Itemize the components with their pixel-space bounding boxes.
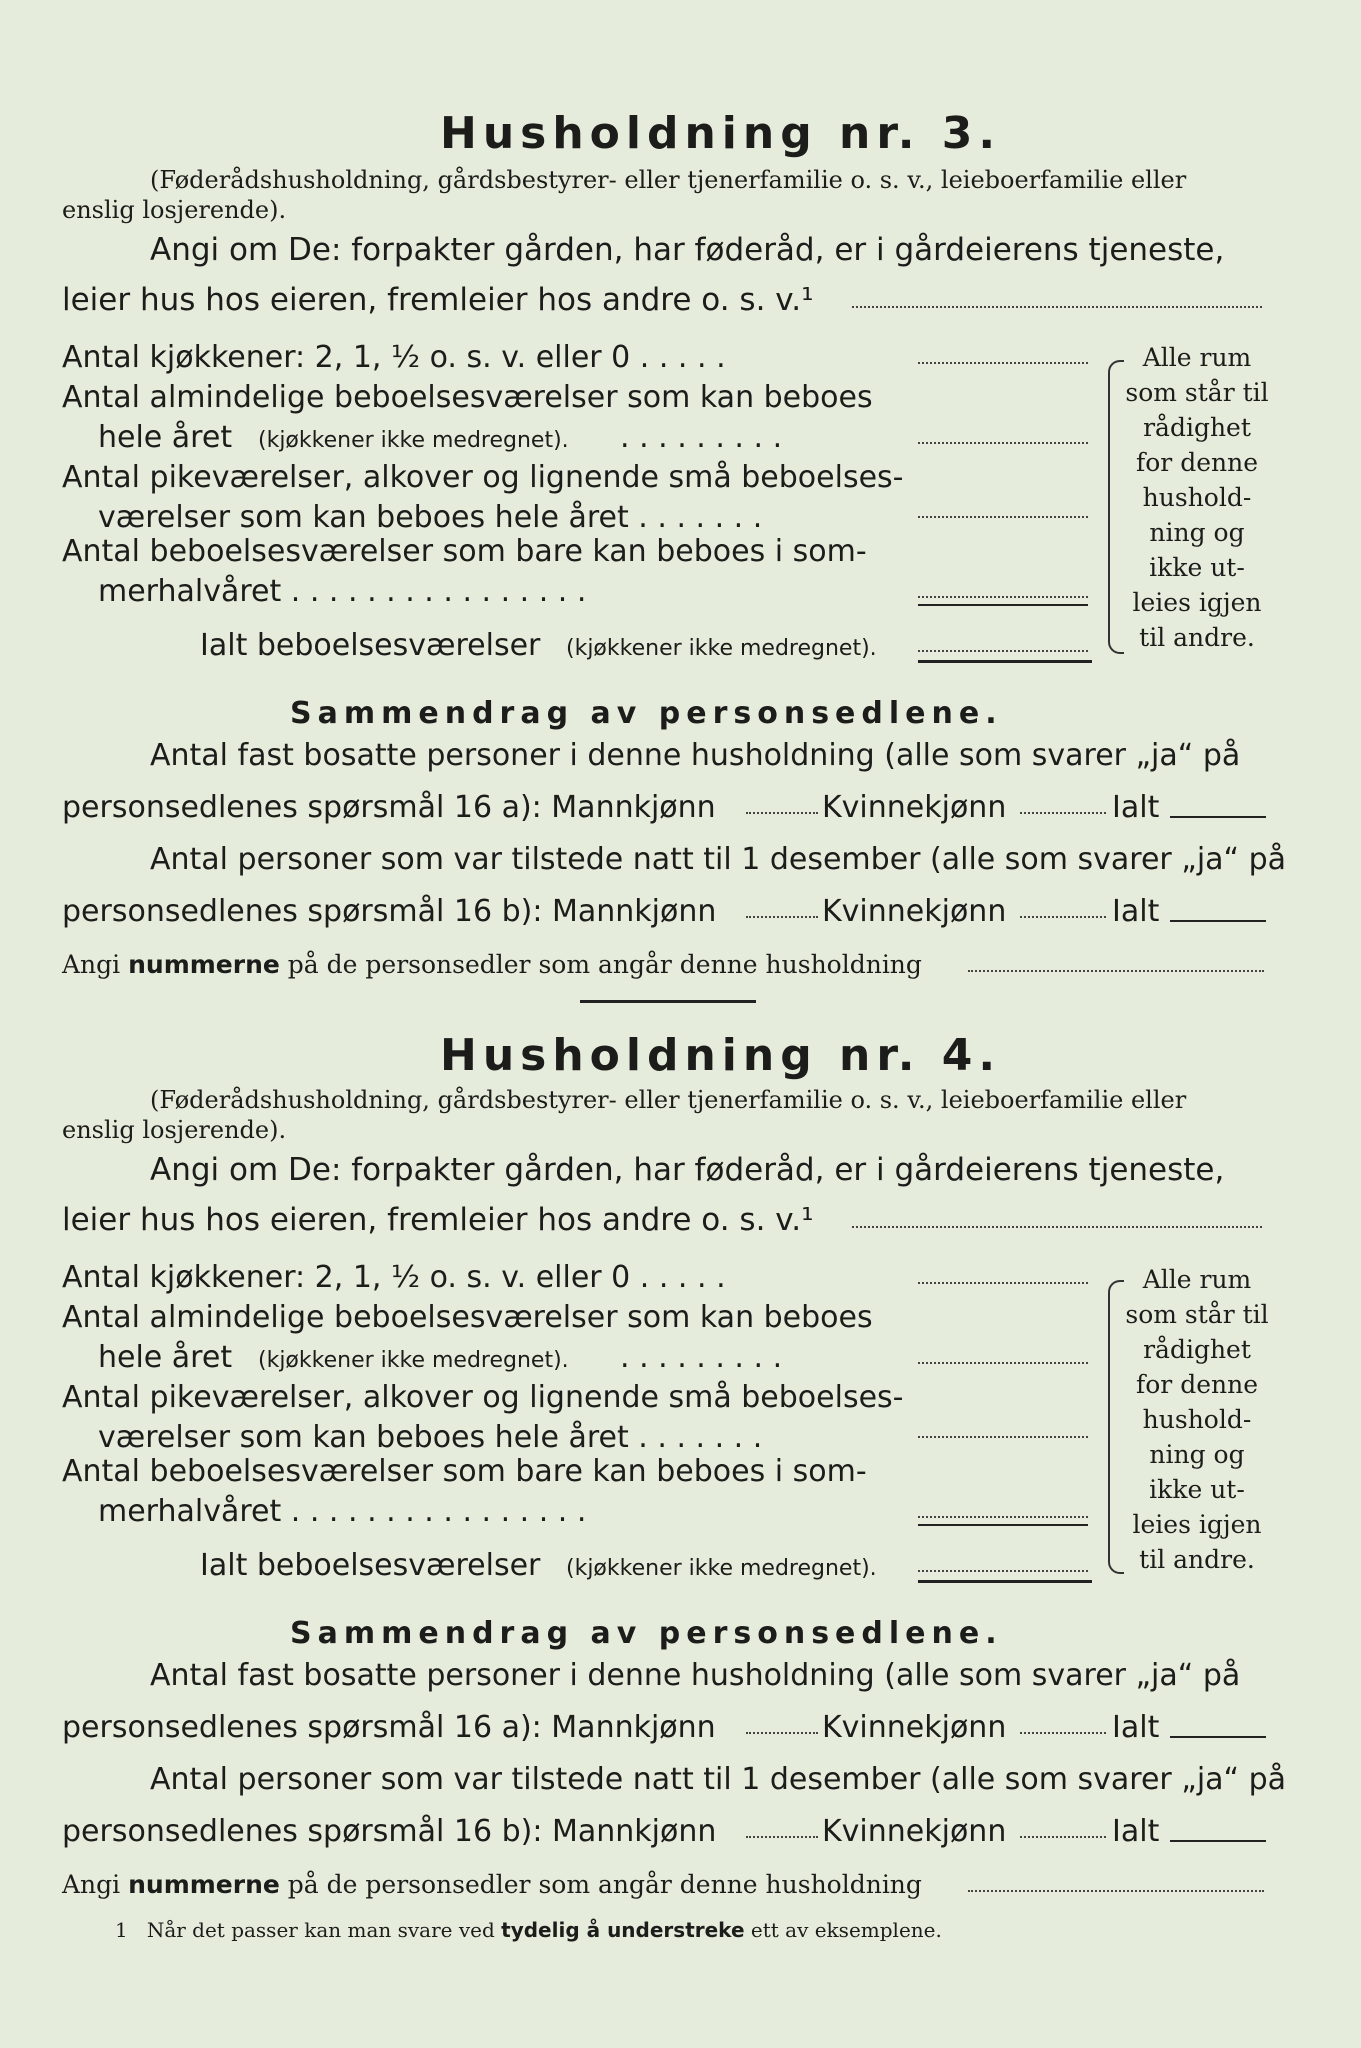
ialt-underline bbox=[918, 1580, 1092, 1583]
tilst-line-1: Antal personer som var tilstede natt til 1 desember (alle som svarer „ja“ på bbox=[150, 842, 1287, 877]
som-label-1: Antal beboelsesværelser som bare kan beboes i som- bbox=[62, 534, 867, 569]
alm-label-2: hele året bbox=[98, 1340, 233, 1375]
intro-line-1: (Føderådshusholdning, gårdsbestyrer- eller tjenerfamilie o. s. v., leieboerfamilie eller bbox=[150, 1086, 1187, 1114]
alm-dots: . . . . . . . . . bbox=[620, 420, 783, 455]
intro-line-2: enslig losjerende). bbox=[62, 1116, 287, 1144]
side-note: Alle rum som står til rådighet for denne hushold- ning og ikke ut- leies igjen til andre. bbox=[1125, 343, 1269, 652]
section-title-4: Husholdning nr. 4. bbox=[440, 1030, 1002, 1081]
angi-line-2: leier hus hos eieren, fremleier hos andre o. s. v.¹ bbox=[62, 1202, 814, 1238]
fast-ialt-label: Ialt bbox=[1112, 1710, 1160, 1745]
fast-line-2: personsedlenes spørsmål 16 a): Mannkjønn bbox=[62, 1710, 716, 1745]
fast-kvinne-label: Kvinnekjønn bbox=[822, 790, 1007, 825]
tilst-ialt-label: Ialt bbox=[1112, 1814, 1160, 1849]
side-note: Alle rum som står til rådighet for denne hushold- ning og ikke ut- leies igjen til andre. bbox=[1125, 1265, 1269, 1574]
pike-field[interactable] bbox=[918, 516, 1088, 518]
alm-label-2: hele året bbox=[98, 420, 233, 455]
ialt-field[interactable] bbox=[918, 1570, 1088, 1572]
angi-line-1: Angi om De: forpakter gården, har føderåd, er i gårdeierens tjeneste, bbox=[150, 232, 1225, 268]
angi-nummerne: Angi nummerne på de personsedler som angår denne husholdning bbox=[62, 950, 922, 979]
alm-field[interactable] bbox=[918, 442, 1088, 444]
som-label-1: Antal beboelsesværelser som bare kan beboes i som- bbox=[62, 1454, 867, 1489]
ialt-label-b: (kjøkkener ikke medregnet). bbox=[566, 1556, 877, 1581]
alm-label-2b: (kjøkkener ikke medregnet). bbox=[258, 428, 569, 453]
pike-label-2: værelser som kan beboes hele året . . . . . . . bbox=[98, 1420, 763, 1455]
fast-ialt-field[interactable] bbox=[1170, 1736, 1266, 1738]
pike-label-1: Antal pikeværelser, alkover og lignende små beboelses- bbox=[62, 460, 904, 495]
alm-label-1: Antal almindelige beboelsesværelser som kan beboes bbox=[62, 380, 873, 415]
tilst-ialt-field[interactable] bbox=[1170, 920, 1266, 922]
tilst-mann-field[interactable] bbox=[746, 916, 818, 918]
fast-ialt-label: Ialt bbox=[1112, 790, 1160, 825]
tilst-ialt-field[interactable] bbox=[1170, 1840, 1266, 1842]
tilst-line-2: personsedlenes spørsmål 16 b): Mannkjønn bbox=[62, 1814, 717, 1849]
fast-mann-field[interactable] bbox=[746, 812, 818, 814]
angi-answer-field[interactable] bbox=[852, 306, 1262, 308]
fast-line-1: Antal fast bosatte personer i denne husholdning (alle som svarer „ja“ på bbox=[150, 1658, 1241, 1693]
tilst-kvinne-field[interactable] bbox=[1020, 1836, 1106, 1838]
alm-field[interactable] bbox=[918, 1362, 1088, 1364]
tilst-ialt-label: Ialt bbox=[1112, 894, 1160, 929]
tilst-line-2: personsedlenes spørsmål 16 b): Mannkjønn bbox=[62, 894, 717, 929]
alm-label-1: Antal almindelige beboelsesværelser som kan beboes bbox=[62, 1300, 873, 1335]
angi-line-1: Angi om De: forpakter gården, har føderåd, er i gårdeierens tjeneste, bbox=[150, 1152, 1225, 1188]
fast-kvinne-field[interactable] bbox=[1020, 812, 1106, 814]
alm-label-2b: (kjøkkener ikke medregnet). bbox=[258, 1348, 569, 1373]
tilst-mann-field[interactable] bbox=[746, 1836, 818, 1838]
sum-rule bbox=[918, 604, 1088, 606]
intro-line-1: (Føderådshusholdning, gårdsbestyrer- eller tjenerfamilie o. s. v., leieboerfamilie eller bbox=[150, 166, 1187, 194]
sammendrag-title: Sammendrag av personsedlene. bbox=[290, 696, 1003, 731]
ialt-underline bbox=[918, 660, 1092, 663]
section-separator bbox=[580, 1000, 756, 1003]
sum-rule bbox=[918, 1524, 1088, 1526]
ialt-label: Ialt beboelsesværelser bbox=[200, 628, 541, 663]
fast-kvinne-label: Kvinnekjønn bbox=[822, 1710, 1007, 1745]
som-field[interactable] bbox=[918, 1516, 1088, 1518]
kjokkener-label: Antal kjøkkener: 2, 1, ½ o. s. v. eller 0 . . . . . bbox=[62, 340, 726, 375]
footnote: 1 Når det passer kan man svare ved tydelig å understreke ett av eksemplene. bbox=[115, 1918, 942, 1942]
angi-nummerne-field[interactable] bbox=[968, 970, 1264, 972]
section-title-3: Husholdning nr. 3. bbox=[440, 108, 1002, 159]
som-field[interactable] bbox=[918, 596, 1088, 598]
kjokkener-field[interactable] bbox=[918, 362, 1088, 364]
pike-label-2: værelser som kan beboes hele året . . . . . . . bbox=[98, 500, 763, 535]
tilst-line-1: Antal personer som var tilstede natt til 1 desember (alle som svarer „ja“ på bbox=[150, 1762, 1287, 1797]
pike-field[interactable] bbox=[918, 1436, 1088, 1438]
tilst-kvinne-label: Kvinnekjønn bbox=[822, 894, 1007, 929]
som-label-2: merhalvåret . . . . . . . . . . . . . . . . bbox=[98, 1494, 587, 1529]
fast-line-1: Antal fast bosatte personer i denne husholdning (alle som svarer „ja“ på bbox=[150, 738, 1241, 773]
tilst-kvinne-field[interactable] bbox=[1020, 916, 1106, 918]
ialt-label-b: (kjøkkener ikke medregnet). bbox=[566, 636, 877, 661]
angi-line-2: leier hus hos eieren, fremleier hos andre o. s. v.¹ bbox=[62, 282, 814, 318]
sammendrag-title: Sammendrag av personsedlene. bbox=[290, 1616, 1003, 1651]
tilst-kvinne-label: Kvinnekjønn bbox=[822, 1814, 1007, 1849]
fast-kvinne-field[interactable] bbox=[1020, 1732, 1106, 1734]
ialt-field[interactable] bbox=[918, 650, 1088, 652]
angi-nummerne-field[interactable] bbox=[968, 1890, 1264, 1892]
som-label-2: merhalvåret . . . . . . . . . . . . . . . . bbox=[98, 574, 587, 609]
ialt-label: Ialt beboelsesværelser bbox=[200, 1548, 541, 1583]
fast-ialt-field[interactable] bbox=[1170, 816, 1266, 818]
alm-dots: . . . . . . . . . bbox=[620, 1340, 783, 1375]
angi-nummerne: Angi nummerne på de personsedler som angår denne husholdning bbox=[62, 1870, 922, 1899]
intro-line-2: enslig losjerende). bbox=[62, 196, 287, 224]
angi-answer-field[interactable] bbox=[852, 1226, 1262, 1228]
kjokkener-label: Antal kjøkkener: 2, 1, ½ o. s. v. eller 0 . . . . . bbox=[62, 1260, 726, 1295]
fast-line-2: personsedlenes spørsmål 16 a): Mannkjønn bbox=[62, 790, 716, 825]
kjokkener-field[interactable] bbox=[918, 1282, 1088, 1284]
fast-mann-field[interactable] bbox=[746, 1732, 818, 1734]
pike-label-1: Antal pikeværelser, alkover og lignende små beboelses- bbox=[62, 1380, 904, 1415]
